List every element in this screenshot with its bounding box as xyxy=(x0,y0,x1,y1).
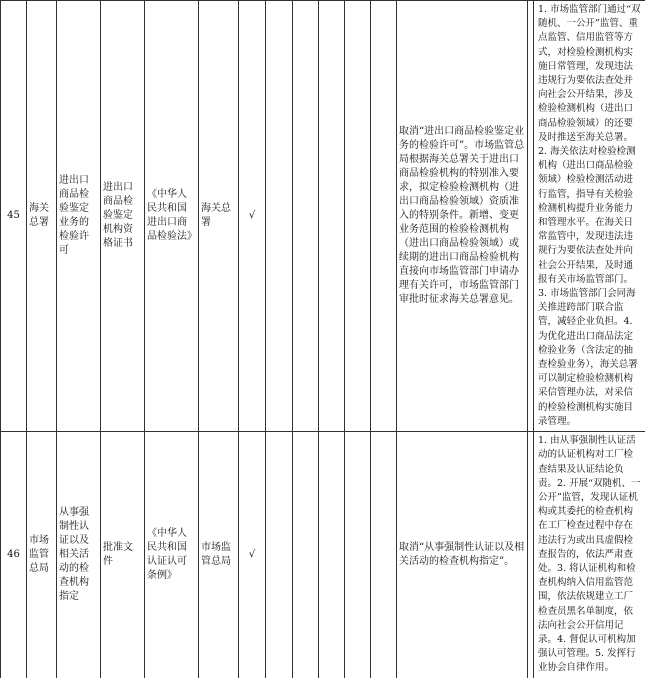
empty-cell xyxy=(293,1,319,432)
checkmark-cell: √ xyxy=(239,1,266,432)
empty-cell xyxy=(266,1,293,432)
empty-cell xyxy=(371,1,397,432)
authority-cell: 海关总署 xyxy=(199,1,239,432)
row-number: 46 xyxy=(1,432,27,678)
empty-cell xyxy=(345,1,371,432)
certificate-cell: 进出口商品检验鉴定机构资格证书 xyxy=(101,1,145,432)
supervision-measures-cell: 1. 市场监管部门通过“双随机、一公开”监管、重点监管、信用监管等方式，对检验检测机构实施日常管理，发现违法违规行为要依法查处并向社会公开结果，涉及检验检测机构（进出口商品检验领域）的还要及时推送至海关总署。2. 海关依法对检验检测机构（进出口商品检验领域）检验检测活动进行监管，指导有关检验检测机构提升业务能力和管理水平。在海关日常监管中，发现违法违规行为要依法查处并向社会公开结果，及时通报有关市场监管部门。3. 市场监管部门会同海关推进跨部门联合监管，减轻企业负担。4. 为优化进出口商品法定检验业务（含法定的抽查检验业务），海关总署可以制定检验检测机构采信管理办法，对采信的检验检测机构实施目录管理。 xyxy=(534,1,645,432)
table-row xyxy=(1,432,645,678)
legal-basis-cell: 《中华人民共和国进出口商品检验法》 xyxy=(145,1,199,432)
reform-measure-cell: 取消“从事强制性认证以及相关活动的检查机构指定”。 xyxy=(397,432,528,678)
empty-cell xyxy=(345,432,371,678)
department-cell: 海关总署 xyxy=(27,1,57,432)
empty-cell xyxy=(371,432,397,678)
reform-measure-cell: 取消“进出口商品检验鉴定业务的检验许可”。市场监管总局根据海关总署关于进出口商品检验机构的特别准入要求，拟定检验检测机构（进出口商品检验领域）资质准入的特别条件。新增、变更业务范围的检验检测机构（进出口商品检验领域）或续期的进出口商品检验机构直接向市场监管部门申请办理有关许可，市场监管部门审批时征求海关总署意见。 xyxy=(397,1,528,432)
empty-cell xyxy=(266,432,293,678)
department-cell: 市场监管总局 xyxy=(27,432,57,678)
supervision-measures-cell: 1. 由从事强制性认证活动的认证机构对工厂检查结果及认证结论负责。2. 开展“双随机、一公开”监管，发现认证机构或其委托的检查机构在工厂检查过程中存在违法行为或出具虚假检查报告的，依法严肃查处。3. 将认证机构和检查机构纳入信用监管范围，依法依规建立工厂检查员黑名单制度，依法向社会公开信用记录。4. 督促认可机构加强认可管理。5. 发挥行业协会自律作用。 xyxy=(534,432,645,678)
empty-cell xyxy=(319,432,345,678)
item-name-cell: 从事强制性认证以及相关活动的检查机构指定 xyxy=(57,432,101,678)
empty-cell xyxy=(319,1,345,432)
checkmark-cell: √ xyxy=(239,432,266,678)
authority-cell: 市场监管总局 xyxy=(199,432,239,678)
row-number: 45 xyxy=(1,1,27,432)
certificate-cell: 批准文件 xyxy=(101,432,145,678)
empty-cell xyxy=(293,432,319,678)
legal-basis-cell: 《中华人民共和国认证认可条例》 xyxy=(145,432,199,678)
table-row xyxy=(1,1,645,432)
item-name-cell: 进出口商品检验鉴定业务的检验许可 xyxy=(57,1,101,432)
